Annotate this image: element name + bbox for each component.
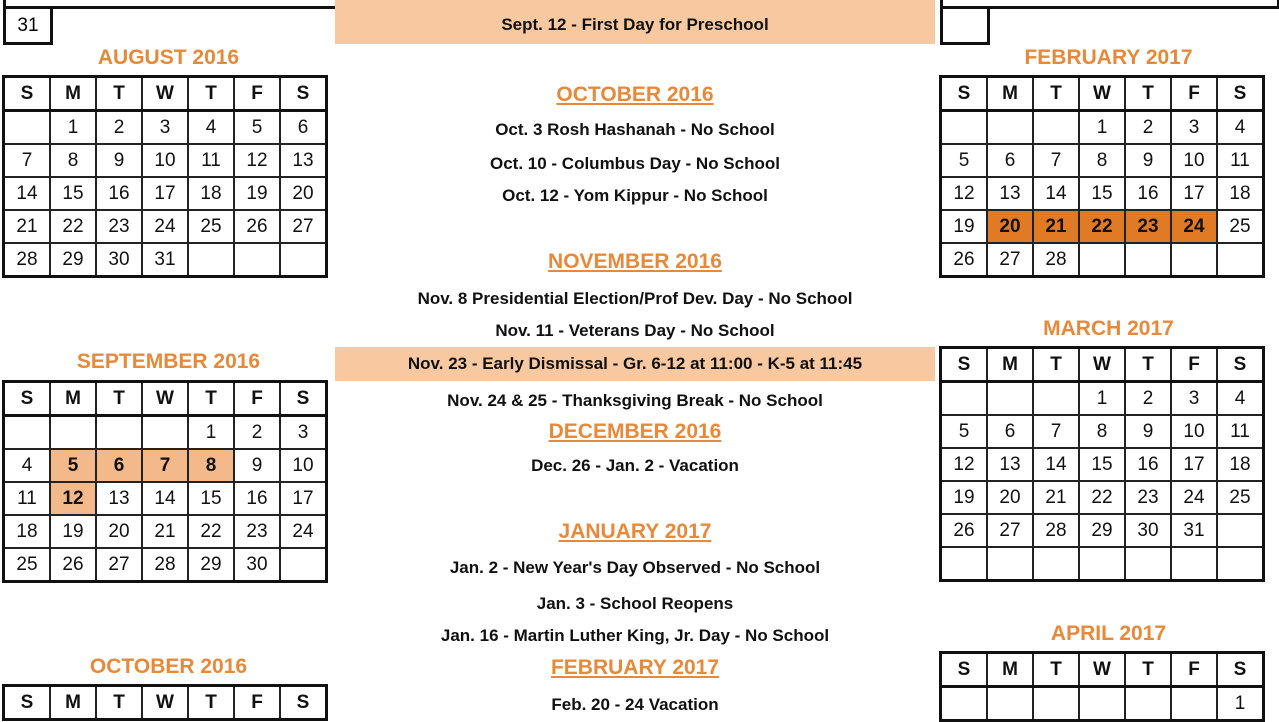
day-cell: 28 [1033, 514, 1079, 547]
weekday-label: S [941, 348, 988, 382]
day-cell: 9 [96, 144, 142, 177]
event-item: Jan. 16 - Martin Luther King, Jr. Day - No School [440, 626, 830, 645]
weekday-label: T [1125, 653, 1171, 687]
weekday-label: W [142, 686, 188, 720]
day-cell [1217, 514, 1264, 547]
day-cell: 14 [4, 177, 51, 210]
day-cell: 19 [941, 481, 988, 514]
weekday-label: W [1079, 77, 1125, 111]
day-cell: 1 [188, 416, 234, 450]
day-cell: 22 [1079, 481, 1125, 514]
day-cell: 11 [4, 482, 51, 515]
day-cell: 25 [1217, 210, 1264, 243]
event-item: Nov. 11 - Veterans Day - No School [495, 321, 775, 340]
event-item: Jan. 3 - School Reopens [536, 594, 734, 613]
day-cell: 17 [1171, 177, 1217, 210]
day-cell: 1 [1217, 687, 1264, 721]
day-cell: 3 [280, 416, 327, 450]
day-cell: 5 [50, 449, 96, 482]
day-cell [142, 416, 188, 450]
weekday-label: M [987, 348, 1033, 382]
day-cell: 2 [1125, 382, 1171, 416]
calendar-aug2016 [2, 75, 328, 278]
weekday-label: M [50, 686, 96, 720]
day-cell: 17 [142, 177, 188, 210]
events-title-january: JANUARY 2017 [558, 520, 712, 543]
week-row [941, 687, 1264, 721]
day-cell [96, 416, 142, 450]
week-row [941, 481, 1264, 514]
day-cell: 30 [96, 243, 142, 277]
day-cell: 26 [234, 210, 280, 243]
event-item: Jan. 2 - New Year's Day Observed - No School [449, 558, 821, 577]
day-cell: 15 [1079, 448, 1125, 481]
weekday-label: T [96, 382, 142, 416]
weekday-label: S [4, 77, 51, 111]
day-cell [280, 243, 327, 277]
day-cell: 1 [1079, 382, 1125, 416]
weekday-label: S [280, 382, 327, 416]
day-cell: 9 [1125, 415, 1171, 448]
day-cell: 12 [50, 482, 96, 515]
week-row [4, 548, 327, 582]
day-cell: 8 [1079, 144, 1125, 177]
day-cell [1033, 382, 1079, 416]
day-cell: 15 [1079, 177, 1125, 210]
month-title-sep2016: SEPTEMBER 2016 [76, 350, 261, 373]
day-cell: 3 [1171, 111, 1217, 145]
day-cell [50, 416, 96, 450]
weekday-label: S [4, 382, 51, 416]
day-cell: 13 [280, 144, 327, 177]
weekday-label: S [280, 77, 327, 111]
day-cell: 30 [234, 548, 280, 582]
day-cell: 8 [188, 449, 234, 482]
july-calendar-partial [3, 0, 341, 9]
weekday-label: M [987, 77, 1033, 111]
day-cell [4, 416, 51, 450]
events-title-december: DECEMBER 2016 [548, 420, 722, 443]
weekday-label: F [1171, 77, 1217, 111]
weekday-label: T [1125, 348, 1171, 382]
day-cell: 11 [1217, 144, 1264, 177]
day-cell: 14 [142, 482, 188, 515]
weekday-label: M [50, 77, 96, 111]
weekday-label: M [50, 382, 96, 416]
day-cell: 16 [96, 177, 142, 210]
january-empty-cell [940, 6, 990, 45]
weekday-label: T [1125, 77, 1171, 111]
day-cell: 15 [188, 482, 234, 515]
weekday-label: F [1171, 653, 1217, 687]
day-cell: 14 [1033, 177, 1079, 210]
day-cell: 13 [96, 482, 142, 515]
day-cell: 23 [1125, 481, 1171, 514]
day-cell: 6 [987, 415, 1033, 448]
day-cell: 13 [987, 177, 1033, 210]
day-cell: 19 [234, 177, 280, 210]
day-cell: 4 [1217, 111, 1264, 145]
event-item: Feb. 20 - 24 Vacation [551, 695, 719, 714]
day-cell: 20 [987, 481, 1033, 514]
weekday-label: F [1171, 348, 1217, 382]
day-cell [1125, 547, 1171, 581]
day-cell: 21 [142, 515, 188, 548]
day-cell: 10 [280, 449, 327, 482]
day-cell [987, 687, 1033, 721]
day-cell: 24 [1171, 481, 1217, 514]
day-cell: 26 [941, 514, 988, 547]
day-cell: 4 [4, 449, 51, 482]
weekday-label: T [1033, 348, 1079, 382]
day-cell [941, 111, 988, 145]
day-cell [1125, 243, 1171, 277]
day-cell [1171, 547, 1217, 581]
week-row [4, 482, 327, 515]
day-cell: 19 [50, 515, 96, 548]
week-row [4, 111, 327, 145]
day-cell: 14 [1033, 448, 1079, 481]
weekday-header-row [941, 653, 1264, 687]
day-cell: 29 [1079, 514, 1125, 547]
week-row [941, 514, 1264, 547]
day-cell [1079, 243, 1125, 277]
day-cell: 6 [987, 144, 1033, 177]
day-cell [941, 687, 988, 721]
calendar-mar2017 [939, 346, 1265, 582]
day-cell: 13 [987, 448, 1033, 481]
day-cell: 6 [96, 449, 142, 482]
preschool-note: Sept. 12 - First Day for Preschool [501, 15, 769, 34]
calendar-apr2017 [939, 651, 1265, 722]
event-item: Oct. 12 - Yom Kippur - No School [502, 186, 768, 205]
events-title-november: NOVEMBER 2016 [548, 250, 722, 273]
day-cell [188, 243, 234, 277]
day-cell: 7 [4, 144, 51, 177]
day-cell: 20 [987, 210, 1033, 243]
weekday-label: T [188, 77, 234, 111]
january-calendar-partial [940, 0, 1279, 9]
week-row [4, 144, 327, 177]
day-cell [987, 111, 1033, 145]
calendar-oct2016 [2, 684, 328, 721]
day-cell: 20 [96, 515, 142, 548]
day-cell: 21 [1033, 210, 1079, 243]
day-cell: 22 [50, 210, 96, 243]
week-row [4, 243, 327, 277]
day-cell: 4 [188, 111, 234, 145]
day-cell: 2 [96, 111, 142, 145]
day-cell: 12 [941, 448, 988, 481]
day-cell [1217, 243, 1264, 277]
day-cell: 12 [941, 177, 988, 210]
day-cell: 10 [1171, 415, 1217, 448]
month-title-feb2017: FEBRUARY 2017 [1024, 46, 1193, 69]
week-row [941, 177, 1264, 210]
week-row [4, 449, 327, 482]
week-row [4, 210, 327, 243]
day-cell: 5 [941, 144, 988, 177]
day-cell [4, 111, 51, 145]
day-cell: 18 [4, 515, 51, 548]
day-cell: 20 [280, 177, 327, 210]
event-item: Nov. 24 & 25 - Thanksgiving Break - No School [447, 391, 823, 410]
day-cell: 3 [142, 111, 188, 145]
day-cell: 8 [1079, 415, 1125, 448]
day-cell: 5 [941, 415, 988, 448]
day-cell: 31 [1171, 514, 1217, 547]
weekday-label: S [1217, 348, 1264, 382]
weekday-label: F [234, 77, 280, 111]
day-cell: 12 [234, 144, 280, 177]
day-cell: 27 [987, 514, 1033, 547]
weekday-label: T [1033, 77, 1079, 111]
weekday-label: S [941, 77, 988, 111]
day-cell: 24 [1171, 210, 1217, 243]
day-cell: 30 [1125, 514, 1171, 547]
day-cell: 10 [1171, 144, 1217, 177]
calendar-sep2016 [2, 380, 328, 583]
weekday-label: F [234, 686, 280, 720]
day-cell: 15 [50, 177, 96, 210]
day-cell: 2 [1125, 111, 1171, 145]
day-cell: 21 [1033, 481, 1079, 514]
week-row [941, 243, 1264, 277]
event-item: Nov. 23 - Early Dismissal - Gr. 6-12 at 11:00 - K-5 at 11:45 [407, 354, 863, 373]
day-cell [1079, 547, 1125, 581]
day-cell: 23 [1125, 210, 1171, 243]
day-cell [941, 382, 988, 416]
day-cell: 10 [142, 144, 188, 177]
day-cell: 25 [188, 210, 234, 243]
day-cell: 6 [280, 111, 327, 145]
event-item: Dec. 26 - Jan. 2 - Vacation [531, 456, 739, 475]
week-row [941, 144, 1264, 177]
day-cell: 11 [188, 144, 234, 177]
weekday-label: S [1217, 653, 1264, 687]
event-item: Nov. 8 Presidential Election/Prof Dev. Day - No School [417, 289, 853, 308]
day-cell [941, 547, 988, 581]
day-cell: 24 [142, 210, 188, 243]
day-cell [1033, 687, 1079, 721]
day-cell: 8 [50, 144, 96, 177]
day-cell: 27 [96, 548, 142, 582]
week-row [4, 416, 327, 450]
week-row [941, 448, 1264, 481]
weekday-label: T [188, 382, 234, 416]
day-cell: 16 [1125, 448, 1171, 481]
month-title-mar2017: MARCH 2017 [1043, 317, 1174, 340]
day-cell [1171, 687, 1217, 721]
day-cell: 26 [941, 243, 988, 277]
weekday-label: T [188, 686, 234, 720]
day-cell: 26 [50, 548, 96, 582]
calendar-feb2017 [939, 75, 1265, 278]
july-cell-31: 31 [3, 6, 53, 45]
month-title-oct2016: OCTOBER 2016 [89, 655, 248, 678]
month-title-apr2017: APRIL 2017 [1050, 622, 1167, 645]
day-cell: 22 [188, 515, 234, 548]
day-cell: 28 [142, 548, 188, 582]
day-cell [1033, 111, 1079, 145]
day-cell: 22 [1079, 210, 1125, 243]
week-row [941, 111, 1264, 145]
day-cell: 28 [1033, 243, 1079, 277]
day-cell: 25 [4, 548, 51, 582]
day-cell [987, 382, 1033, 416]
events-title-october: OCTOBER 2016 [556, 83, 714, 106]
day-cell [1033, 547, 1079, 581]
day-cell: 27 [280, 210, 327, 243]
day-cell [234, 243, 280, 277]
day-cell: 17 [280, 482, 327, 515]
day-cell: 7 [142, 449, 188, 482]
day-cell: 16 [234, 482, 280, 515]
week-row [4, 177, 327, 210]
day-cell: 29 [50, 243, 96, 277]
day-cell: 28 [4, 243, 51, 277]
day-cell: 9 [1125, 144, 1171, 177]
weekday-label: W [142, 382, 188, 416]
day-cell: 25 [1217, 481, 1264, 514]
day-cell: 29 [188, 548, 234, 582]
day-cell: 18 [1217, 448, 1264, 481]
weekday-header-row [941, 348, 1264, 382]
day-cell: 3 [1171, 382, 1217, 416]
day-cell: 31 [142, 243, 188, 277]
weekday-label: F [234, 382, 280, 416]
weekday-label: T [96, 77, 142, 111]
day-cell [1171, 243, 1217, 277]
event-item: Oct. 3 Rosh Hashanah - No School [495, 120, 775, 139]
day-cell: 5 [234, 111, 280, 145]
day-cell [987, 547, 1033, 581]
week-row [4, 515, 327, 548]
day-cell: 23 [96, 210, 142, 243]
day-cell: 2 [234, 416, 280, 450]
week-row [941, 415, 1264, 448]
day-cell: 21 [4, 210, 51, 243]
day-cell: 18 [188, 177, 234, 210]
day-cell: 16 [1125, 177, 1171, 210]
day-cell: 9 [234, 449, 280, 482]
day-cell [1079, 687, 1125, 721]
week-row [941, 382, 1264, 416]
day-cell: 4 [1217, 382, 1264, 416]
day-cell [1125, 687, 1171, 721]
weekday-header-row [4, 686, 327, 720]
weekday-label: W [142, 77, 188, 111]
weekday-label: S [941, 653, 988, 687]
day-cell: 1 [1079, 111, 1125, 145]
day-cell: 18 [1217, 177, 1264, 210]
day-cell: 27 [987, 243, 1033, 277]
day-cell: 7 [1033, 144, 1079, 177]
weekday-label: S [4, 686, 51, 720]
event-item: Oct. 10 - Columbus Day - No School [490, 154, 780, 173]
day-cell: 19 [941, 210, 988, 243]
weekday-label: T [1033, 653, 1079, 687]
day-cell: 11 [1217, 415, 1264, 448]
weekday-label: T [96, 686, 142, 720]
weekday-label: W [1079, 348, 1125, 382]
day-cell: 17 [1171, 448, 1217, 481]
weekday-header-row [941, 77, 1264, 111]
week-row [941, 210, 1264, 243]
week-row [941, 547, 1264, 581]
weekday-label: W [1079, 653, 1125, 687]
day-cell: 7 [1033, 415, 1079, 448]
weekday-header-row [4, 77, 327, 111]
day-cell: 23 [234, 515, 280, 548]
weekday-header-row [4, 382, 327, 416]
day-cell [280, 548, 327, 582]
day-cell: 24 [280, 515, 327, 548]
weekday-label: M [987, 653, 1033, 687]
weekday-label: S [280, 686, 327, 720]
day-cell [1217, 547, 1264, 581]
month-title-aug2016: AUGUST 2016 [97, 46, 240, 69]
events-title-february: FEBRUARY 2017 [550, 656, 720, 679]
day-cell: 1 [50, 111, 96, 145]
weekday-label: S [1217, 77, 1264, 111]
